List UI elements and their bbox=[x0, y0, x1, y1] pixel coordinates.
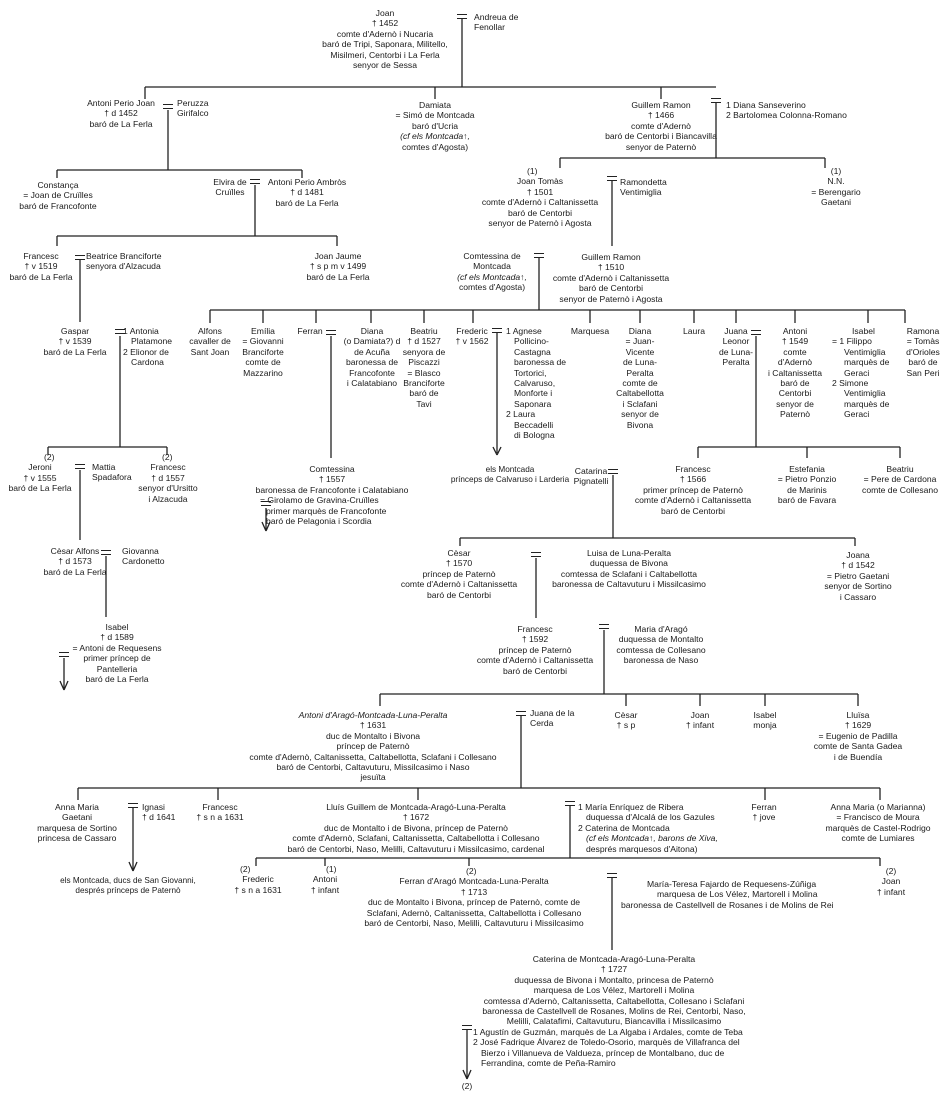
person-ramona: Ramona = Tomàs d'Orioles baró de San Peri bbox=[906, 326, 940, 378]
person-comtessina-de-montcada: Comtessina de Montcada (cf els Montcada↑, comtes d'Agosta) bbox=[457, 251, 527, 293]
person-luisa-de-luna-peralta: Luisa de Luna-Peralta duquessa de Bivona comtessa de Sclafani i Caltabellotta baronessa de Caltavuturu i Missilcasimo bbox=[552, 548, 706, 590]
name: Joan bbox=[375, 8, 395, 18]
person-comtessina-1557: Comtessina † 1557 baronessa de Francofonte i Calatabiano = Girolamo de Gravina-Cruïlles primer marquès de Francofonte baró de Pelagonia i Scordia bbox=[255, 464, 409, 527]
person-andreua-de-fenollar: Andreua de Fenollar bbox=[474, 12, 519, 33]
person-frederic-1562: Frederic † v 1562 bbox=[455, 326, 489, 347]
person-beatriu-cardona: Beatriu = Pere de Cardona comte de Collesano bbox=[862, 464, 938, 495]
person-guillem-ramon-1510: Guillem Ramon † 1510 comte d'Adernò i Caltanissetta baró de Centorbi senyor de Paternò i Agosta bbox=[552, 252, 670, 304]
person-mattia-spadafora: Mattia Spadafora bbox=[92, 462, 132, 483]
person-anna-maria-gaetani: Anna Maria Gaetani marquesa de Sortino princesa de Cassaro bbox=[37, 802, 117, 844]
person-juana-de-la-cerda: Juana de la Cerda bbox=[530, 708, 575, 729]
person-francesc-1557: (2) Francesc † d 1557 senyor d'Ursitto i Alzacuda bbox=[138, 452, 198, 504]
person-caterina-1727: Caterina de Montcada-Aragó-Luna-Peralta † 1727 duquessa de Bivona i Montalto, princesa de Paternò marquesa de Los Vélez, Martorell i Molina comtessa d'Adernò, Caltanissetta, Caltabellotta, Collesano i Sclafani baronessa de Castellvell de Rosanes, Molins de Rei, Centorbi, Naso, Melilli, Calatafimi, Caltavuturu, Biancavilla i Missilcasimo bbox=[482, 954, 746, 1027]
note-els-montcada-san-giovanni: els Montcada, ducs de San Giovanni, després prínceps de Paternò bbox=[60, 876, 196, 896]
person-joan-jaume: Joan Jaume † s p m v 1499 baró de La Ferla bbox=[306, 251, 370, 282]
person-francesc-1592: Francesc † 1592 príncep de Paternò comte d'Adernò i Caltanissetta baró de Centorbi bbox=[476, 624, 594, 676]
person-ferran: Ferran bbox=[297, 326, 323, 336]
person-cesar-alfons: Cèsar Alfons † d 1573 baró de La Ferla bbox=[43, 546, 107, 577]
marriage-symbol bbox=[531, 552, 541, 557]
person-diana-de-acuna: Diana (o Damiata?) d de Acuña baronessa de Francofonte i Calatabiano bbox=[343, 326, 401, 389]
marriage-symbol bbox=[75, 255, 85, 260]
person-giovanna-cardonetto: Giovanna Cardonetto bbox=[122, 546, 165, 567]
person-maria-d-arago: Maria d'Aragó duquessa de Montalto comtessa de Collesano baronessa de Naso bbox=[616, 624, 706, 666]
person-joan-1452: Joan † 1452 comte d'Adernò i Nucaria baró de Tripi, Saponara, Militello, Misilmeri, Centorbi i La Ferla senyor de Sessa bbox=[310, 8, 460, 70]
person-cesar-1570: Cèsar † 1570 príncep de Paternò comte d'Adernò i Caltanissetta baró de Centorbi bbox=[400, 548, 518, 600]
marriage-symbol bbox=[492, 328, 502, 333]
marriage-symbol bbox=[534, 253, 544, 258]
person-isabel-monja: Isabel monja bbox=[753, 710, 777, 731]
person-francesc-1519: Francesc † v 1519 baró de La Ferla bbox=[9, 251, 73, 282]
person-jeroni: (2) Jeroni † v 1555 baró de La Ferla bbox=[8, 452, 72, 494]
person-elvira-de-cruilles: Elvira de Cruïlles bbox=[213, 177, 247, 198]
marriage-symbol bbox=[128, 803, 138, 808]
person-ignasi: Ignasi † d 1641 bbox=[142, 802, 176, 823]
person-spouses-diana-bartolomea: 1 Diana Sanseverino 2 Bartolomea Colonna-Romano bbox=[726, 100, 847, 121]
person-antoni-d-arago: Antoni d'Aragó-Montcada-Luna-Peralta † 1631 duc de Montalto i Bivona príncep de Paternò comte d'Adernò, Caltanissetta, Caltabellotta, Sclafani i Collesano baró de Centorbi, Caltavuturu, Missilcasimo i Naso jesuïta bbox=[249, 710, 497, 783]
person-laura: Laura bbox=[683, 326, 705, 336]
person-emilia: Emília = Giovanni Branciforte comte de Mazzarino bbox=[242, 326, 284, 378]
person-joan-tomas: (1) Joan Tomàs † 1501 comte d'Adernò i Caltanissetta baró de Centorbi senyor de Paternò i Agosta bbox=[481, 166, 599, 229]
marriage-symbol bbox=[462, 1025, 472, 1030]
person-antoni-perio-joan: Antoni Perio Joan † d 1452 baró de La Ferla bbox=[87, 98, 155, 129]
person-antoni-infant: (1) Antoni † infant bbox=[310, 864, 340, 895]
person-antoni-1549: Antoni † 1549 comte d'Adernò i Caltanissetta baró de Centorbi senyor de Paternò bbox=[768, 326, 822, 420]
marriage-symbol bbox=[516, 711, 526, 716]
person-isabel-ventimiglia: Isabel = 1 Filippo Ventimiglia marquès de Geraci 2 Simone Ventimiglia marquès de Geraci bbox=[832, 326, 890, 420]
person-isabel-1589: Isabel † d 1589 = Antoni de Requesens primer príncep de Pantelleria baró de La Ferla bbox=[72, 622, 162, 685]
person-joan-infant: Joan † infant bbox=[685, 710, 715, 731]
marriage-symbol bbox=[607, 873, 617, 878]
person-agnese-laura: 1 Agnese Pollicino- Castagna baronessa de Tortorici, Calvaruso, Monforte i Saponara 2 Laura Beccadelli di Bologna bbox=[506, 326, 567, 441]
person-ramondetta-ventimiglia: Ramondetta Ventimiglia bbox=[620, 177, 667, 198]
person-guillem-ramon-1466: Guillem Ramon † 1466 comte d'Adernò baró de Centorbi i Biancavilla senyor de Paternò bbox=[605, 100, 717, 152]
person-anna-maria-moura: Anna Maria (o Marianna) = Francisco de Moura marquès de Castel-Rodrigo comte de Lumiares bbox=[825, 802, 931, 844]
person-damiata: Damiata = Simó de Montcada baró d'Ucria (cf els Montcada↑, comtes d'Agosta) bbox=[395, 100, 475, 152]
note-els-montcada-calvaruso: els Montcada prínceps de Calvaruso i Larderia bbox=[450, 465, 570, 485]
person-antonia-elionor: 1 Antonia Platamone 2 Elionor de Cardona bbox=[123, 326, 173, 368]
person-estefania: Estefania = Pietro Ponzio de Marinis baró de Favara bbox=[777, 464, 837, 506]
person-joana-1542: Joana † d 1542 = Pietro Gaetani senyor de Sortino i Cassaro bbox=[824, 550, 892, 602]
person-maria-enriquez-caterina: 1 María Enríquez de Ribera duquessa d'Alcalá de los Gazules 2 Caterina de Montcada (cf els Montcada↑, barons de Xiva, després marquesos d'Aitona) bbox=[578, 802, 718, 854]
person-catarina-pignatelli: Catarina Pignatelli bbox=[573, 466, 609, 487]
person-nn-berengario: (1) N.N. = Berengario Gaetani bbox=[811, 166, 861, 208]
person-ferran-jove: Ferran † jove bbox=[751, 802, 777, 823]
person-juana-leonor: Juana Leonor de Luna- Peralta bbox=[719, 326, 753, 368]
person-lluisa-1629: Lluïsa † 1629 = Eugenio de Padilla comte de Santa Gadea i de Buendía bbox=[813, 710, 903, 762]
person-alfons: Alfons cavaller de Sant Joan bbox=[189, 326, 231, 357]
marriage-symbol bbox=[607, 176, 617, 181]
person-lluis-guillem: Lluís Guillem de Montcada-Aragó-Luna-Peralta † 1672 duc de Montalto i de Bivona, príncep de Paternò comte d'Adernò, Sclafani, Caltanissetta, Caltabellotta i Collesano baró de Centorbi, Naso, Melilli, Caltavuturu i Missilcasimo, cardenal bbox=[287, 802, 545, 854]
person-cesar-sp: Cèsar † s p bbox=[614, 710, 638, 731]
marriage-symbol bbox=[565, 801, 575, 806]
person-frederic-sna: (2) Frederic † s n a 1631 bbox=[234, 864, 282, 895]
person-peruzza-girifalco: Peruzza Girifalco bbox=[177, 98, 209, 119]
marriage-symbol bbox=[163, 104, 173, 109]
continuation-marker: (2) bbox=[461, 1081, 473, 1091]
person-gaspar: Gaspar † v 1539 baró de La Ferla bbox=[43, 326, 107, 357]
person-ferran-d-arago-1713: (2) Ferran d'Aragó Montcada-Luna-Peralta † 1713 duc de Montalto i Bivona, príncep de Paternò, comte de Sclafani, Adernò, Caltanissetta, Caltabellotta i Collesano baró de Centorbi, Naso, Melilli, Caltavuturu i Missilcasimo bbox=[364, 866, 584, 929]
person-constanca: Constança = Joan de Cruïlles baró de Francofonte bbox=[19, 180, 97, 211]
person-francesc-sna: Francesc † s n a 1631 bbox=[196, 802, 244, 823]
person-francesc-1566: Francesc † 1566 primer príncep de Paternò comte d'Adernò i Caltanissetta baró de Centorbi bbox=[634, 464, 752, 516]
marriage-symbol bbox=[326, 330, 336, 335]
person-antoni-perio-ambros: Antoni Perio Ambròs † d 1481 baró de La Ferla bbox=[267, 177, 347, 208]
person-maria-teresa-fajardo: María-Teresa Fajardo de Requesens-Zúñiga marquesa de Los Vélez, Martorell i Molina baronessa de Castellvell de Rosanes i de Molins de Rei bbox=[621, 879, 834, 910]
person-marquesa: Marquesa bbox=[570, 326, 610, 336]
person-beatriu-1527: Beatriu † d 1527 senyora de Piscazzi = Blasco Branciforte baró de Tavi bbox=[402, 326, 446, 409]
person-joan-infant-2: (2) Joan † infant bbox=[876, 866, 906, 897]
person-diana-luna-peralta: Diana = Juan- Vicente de Luna- Peralta comte de Caltabellotta i Sclafani senyor de Bivona bbox=[616, 326, 664, 430]
person-beatrice-branciforte: Beatrice Branciforte senyora d'Alzacuda bbox=[86, 251, 162, 272]
marriage-symbol bbox=[75, 464, 85, 469]
person-agustin-jose-fadrique: 1 Agustín de Guzmán, marquès de La Algaba i Ardales, comte de Teba 2 José Fadrique Álvarez de Toledo-Osorio, marquès de Villafranca del Bierzo i Villanueva de Valdueza, príncep de Montalbano, duc de Ferrandina, comte de Peña-Ramiro bbox=[473, 1027, 743, 1069]
